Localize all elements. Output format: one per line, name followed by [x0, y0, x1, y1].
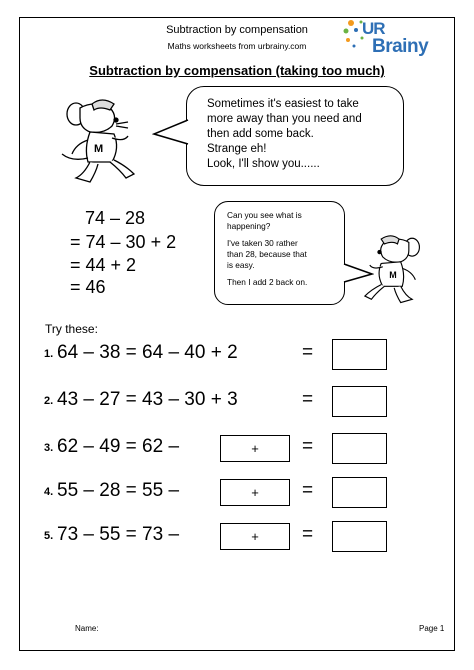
equals-sign: = — [302, 480, 314, 501]
example-line: 74 – 28 — [85, 208, 146, 228]
worksheet-title: Subtraction by compensation (taking too much) — [89, 63, 385, 78]
question-number: 5. — [44, 530, 54, 542]
bubble1-tail-icon — [152, 118, 190, 148]
answer-box[interactable] — [332, 521, 387, 552]
logo-ur-text: UR — [362, 19, 385, 38]
header-subtitle: Maths worksheets from urbrainy.com — [167, 41, 307, 51]
question-row — [0, 433, 474, 467]
bubble2-line: Then I add 2 back on. — [227, 277, 308, 287]
question-expression: 43 – 27 = 43 – 30 + 3 — [57, 389, 238, 410]
answer-box[interactable] — [332, 386, 387, 417]
header-title: Subtraction by compensation — [166, 24, 308, 36]
question-row — [0, 521, 474, 555]
bubble2-line: I've taken 30 rather — [227, 238, 298, 248]
example-line: = 46 — [70, 277, 106, 297]
example-line: = 74 – 30 + 2 — [70, 232, 177, 252]
bubble2-line: is easy. — [227, 260, 255, 270]
bubble2-line: happening? — [227, 221, 271, 231]
mouse-character-icon — [54, 96, 140, 188]
equals-sign: = — [302, 342, 314, 363]
equals-sign: = — [302, 436, 314, 457]
question-row — [0, 386, 474, 420]
bubble1-line: Sometimes it's easiest to take — [207, 98, 359, 110]
question-row — [0, 477, 474, 511]
example-line: = 44 + 2 — [70, 255, 137, 275]
answer-box[interactable] — [332, 477, 387, 508]
speech-bubble-intro — [186, 86, 404, 186]
question-number: 2. — [44, 395, 54, 407]
compensation-box[interactable]: + — [220, 435, 290, 462]
urbrainy-logo — [342, 18, 432, 60]
bubble1-line: then add some back. — [207, 128, 314, 140]
svg-text:M: M — [94, 143, 104, 155]
compensation-box[interactable]: + — [220, 523, 290, 550]
answer-box[interactable] — [332, 339, 387, 370]
question-expression: 62 – 49 = 62 – — [57, 436, 180, 457]
question-number: 4. — [44, 486, 54, 498]
question-row — [0, 339, 474, 373]
question-expression: 55 – 28 = 55 – — [57, 480, 180, 501]
page-number: Page 1 — [419, 624, 445, 633]
logo-brainy-text: Brainy — [372, 36, 429, 57]
bubble1-line: more away than you need and — [207, 113, 362, 125]
bubble1-line: Strange eh! — [207, 143, 267, 155]
try-these-label: Try these: — [45, 322, 98, 336]
question-number: 3. — [44, 442, 54, 454]
question-expression: 73 – 55 = 73 – — [57, 524, 180, 545]
svg-text:M: M — [389, 270, 397, 281]
answer-box[interactable] — [332, 433, 387, 464]
compensation-box[interactable]: + — [220, 479, 290, 506]
speech-bubble-explanation — [214, 201, 345, 305]
equals-sign: = — [302, 524, 314, 545]
question-number: 1. — [44, 348, 54, 360]
bubble1-line: Look, I'll show you...... — [207, 158, 320, 170]
equals-sign: = — [302, 389, 314, 410]
bubble2-line: than 28, because that — [227, 249, 307, 259]
mouse-character-icon — [360, 230, 430, 310]
name-label: Name: — [75, 624, 99, 633]
bubble2-line: Can you see what is — [227, 210, 302, 220]
question-expression: 64 – 38 = 64 – 40 + 2 — [57, 342, 238, 363]
